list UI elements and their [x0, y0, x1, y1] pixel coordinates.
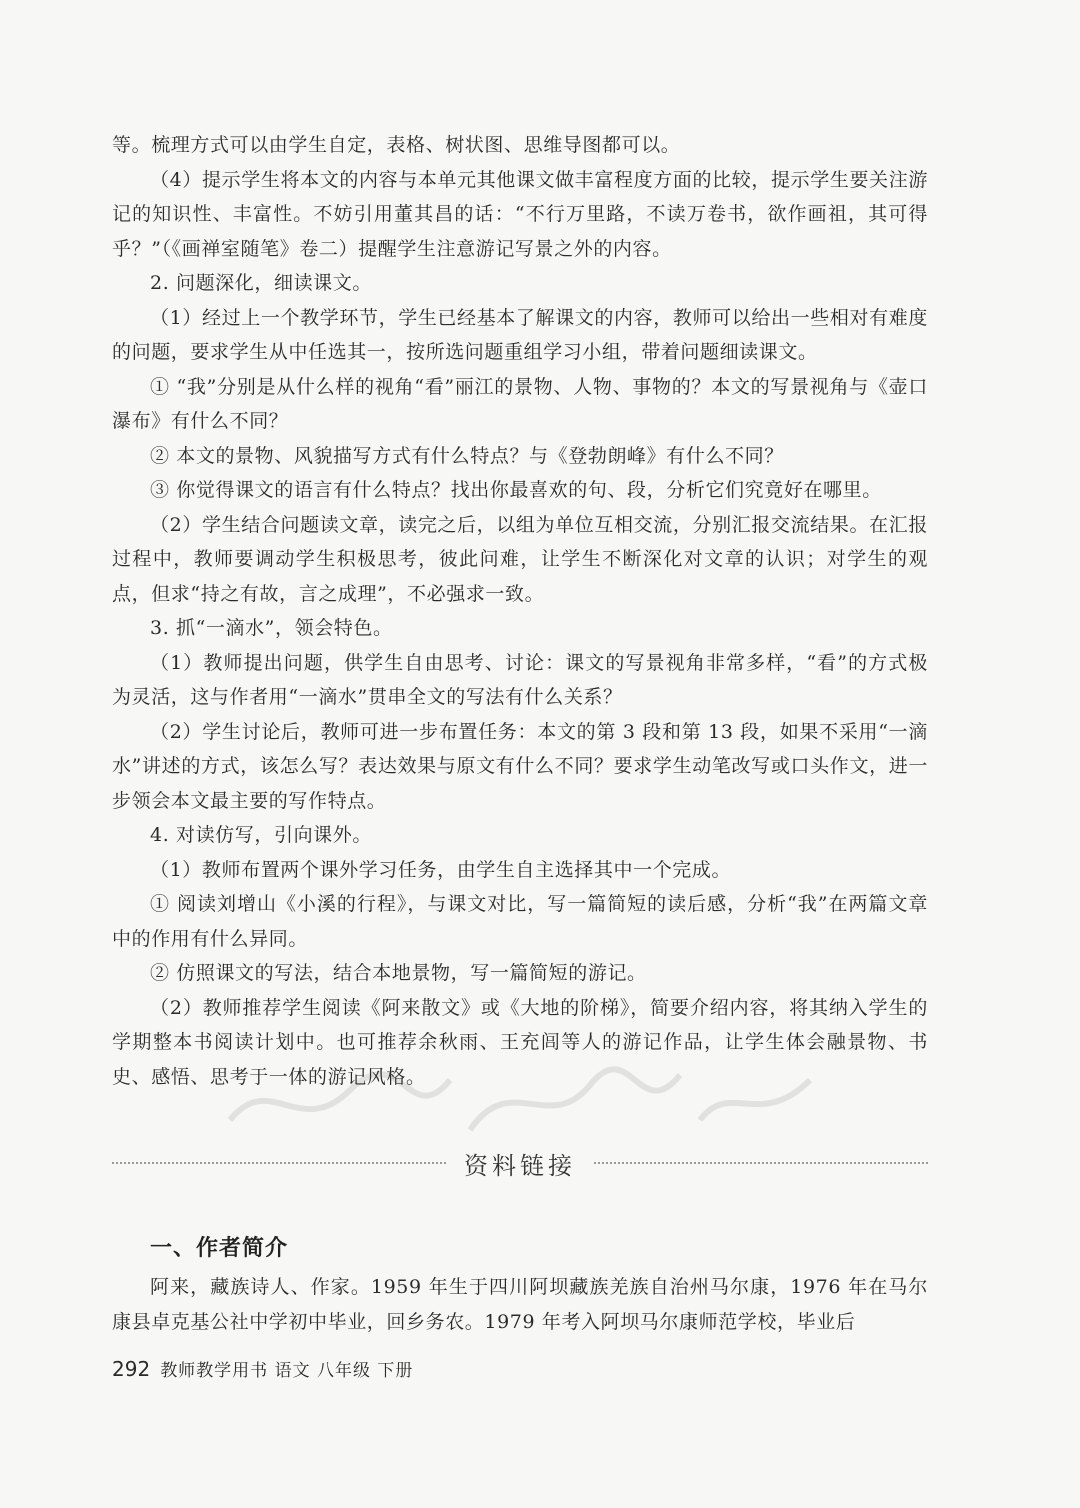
- paragraph: （2）学生讨论后，教师可进一步布置任务：本文的第 3 段和第 13 段，如果不采用“一滴水”讲述的方式，该怎么写？表达效果与原文有什么不同？要求学生动笔改写或口头作文，进一步领会本文最主要的写作特点。: [112, 720, 928, 812]
- section-title: 资料链接: [464, 1151, 576, 1180]
- author-intro-paragraph: 阿来，藏族诗人、作家。1959 年生于四川阿坝藏族羌族自治州马尔康，1976 年在马尔康县卓克基公社中学初中毕业，回乡务农。1979 年考入阿坝马尔康师范学校，毕业后: [112, 1276, 928, 1333]
- paragraph: 3. 抓“一滴水”，领会特色。: [150, 617, 393, 639]
- paragraph: （1）教师提出问题，供学生自由思考、讨论：课文的写景视角非常多样，“看”的方式极为灵活，这与作者用“一滴水”贯串全文的写法有什么关系？: [112, 651, 928, 708]
- lesson-text-block: [112, 128, 928, 1094]
- paragraph: ③ 你觉得课文的语言有什么特点？找出你最喜欢的句、段，分析它们究竟好在哪里。: [150, 479, 882, 501]
- paragraph: ① “我”分别是从什么样的视角“看”丽江的景物、人物、事物的？本文的写景视角与《壶口瀑布》有什么不同？: [112, 375, 928, 432]
- author-intro-section: [112, 1232, 928, 1339]
- paragraph: 4. 对读仿写，引向课外。: [150, 824, 372, 846]
- paragraph: （2）教师推荐学生阅读《阿来散文》或《大地的阶梯》，简要介绍内容，将其纳入学生的学期整本书阅读计划中。也可推荐余秋雨、王充闾等人的游记作品，让学生体会融景物、书史、感悟、思考于一体的游记风格。: [112, 996, 928, 1088]
- paragraph: （4）提示学生将本文的内容与本单元其他课文做丰富程度方面的比较，提示学生要关注游记的知识性、丰富性。不妨引用董其昌的话：“不行万里路，不读万卷书，欲作画祖，其可得乎？”（《画禅室随笔》卷二）提醒学生注意游记写景之外的内容。: [112, 168, 928, 260]
- paragraph: ① 阅读刘增山《小溪的行程》，与课文对比，写一篇简短的读后感，分析“我”在两篇文章中的作用有什么异同。: [112, 893, 928, 950]
- section-divider: [112, 1143, 928, 1183]
- paragraph: （1）教师布置两个课外学习任务，由学生自主选择其中一个完成。: [150, 858, 732, 881]
- page-footer: [112, 1356, 413, 1381]
- divider-dots-left: [112, 1162, 446, 1164]
- page-number: 292: [112, 1357, 151, 1381]
- paragraph: （2）学生结合问题读文章，读完之后，以组为单位互相交流，分别汇报交流结果。在汇报过程中，教师要调动学生积极思考，彼此问难，让学生不断深化对文章的认识；对学生的观点，但求“持之有故，言之成理”，不必强求一致。: [112, 513, 928, 605]
- book-title: 教师教学用书 语文 八年级 下册: [160, 1361, 414, 1381]
- main-text: [112, 128, 928, 1094]
- paragraph: （1）经过上一个教学环节，学生已经基本了解课文的内容，教师可以给出一些相对有难度的问题，要求学生从中任选其一，按所选问题重组学习小组，带着问题细读课文。: [112, 306, 928, 363]
- paragraph: ② 仿照课文的写法，结合本地景物，写一篇简短的游记。: [150, 962, 647, 984]
- paragraph: 等。梳理方式可以由学生自定，表格、树状图、思维导图都可以。: [112, 134, 681, 156]
- subsection-heading: 一、作者简介: [150, 1236, 289, 1261]
- divider-dots-right: [594, 1162, 928, 1164]
- paragraph: 2. 问题深化，细读课文。: [150, 272, 372, 294]
- paragraph: ② 本文的景物、风貌描写方式有什么特点？与《登勃朗峰》有什么不同？: [150, 444, 784, 467]
